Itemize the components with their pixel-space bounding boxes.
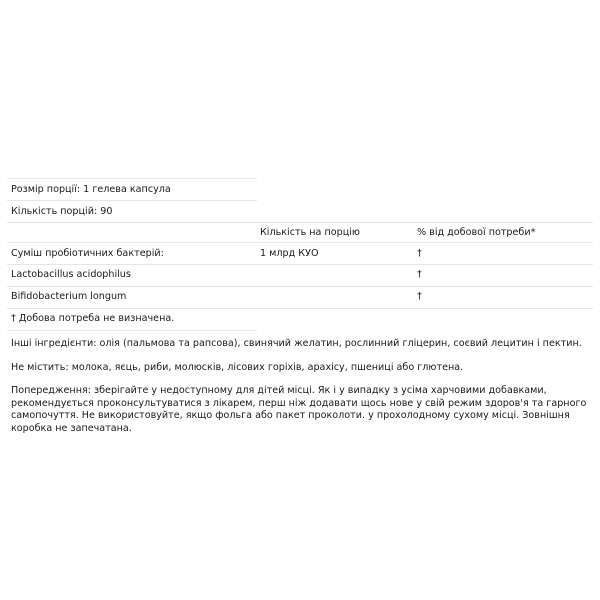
ingredient-name: Суміш пробіотичних бактерій: [11, 248, 164, 259]
servings-count: Кількість порцій: 90 [11, 206, 113, 217]
divider [7, 222, 593, 223]
ingredient-dv: † [417, 291, 422, 302]
amount-per-serving-header: Кількість на порцію [260, 227, 360, 238]
allergen-info: Не містить: молока, яєць, риби, молюсків, лісових горіхів, арахісу, пшениці або глютена. [11, 362, 464, 373]
daily-value-header: % від добової потреби* [417, 227, 536, 238]
ingredient-amount: 1 млрд КУО [260, 248, 319, 259]
serving-size: Розмір порції: 1 гелева капсула [11, 184, 171, 195]
divider [7, 200, 257, 201]
ingredient-dv: † [417, 269, 422, 280]
ingredient-name: Bifidobacterium longum [11, 291, 127, 302]
divider [7, 178, 257, 179]
footnote: † Добова потреба не визначена. [11, 313, 175, 324]
divider [7, 308, 593, 309]
divider [7, 286, 593, 287]
ingredient-dv: † [417, 248, 422, 259]
other-ingredients: Інші інгредієнти: олія (пальмова та рапсова), свинячий желатин, рослинний гліцерин, соєвий лецитин і пектин. [11, 338, 582, 349]
ingredient-name: Lactobacillus acidophilus [11, 269, 131, 280]
warning-text: Попередження: зберігайте у недоступному для дітей місці. Як і у випадку з усіма харчовими добавками, рекомендується проконсультуватися з лікарем, перш ніж додавати щось нове у свій режим здоров'я та гарного самопочуття. Не використовуйте, якщо фольга або пакет проколоти. у прохолодному сухому місці. Зовнішня коробка не запечатана. [11, 385, 587, 434]
divider [7, 330, 257, 331]
divider [7, 264, 593, 265]
divider [7, 242, 593, 243]
